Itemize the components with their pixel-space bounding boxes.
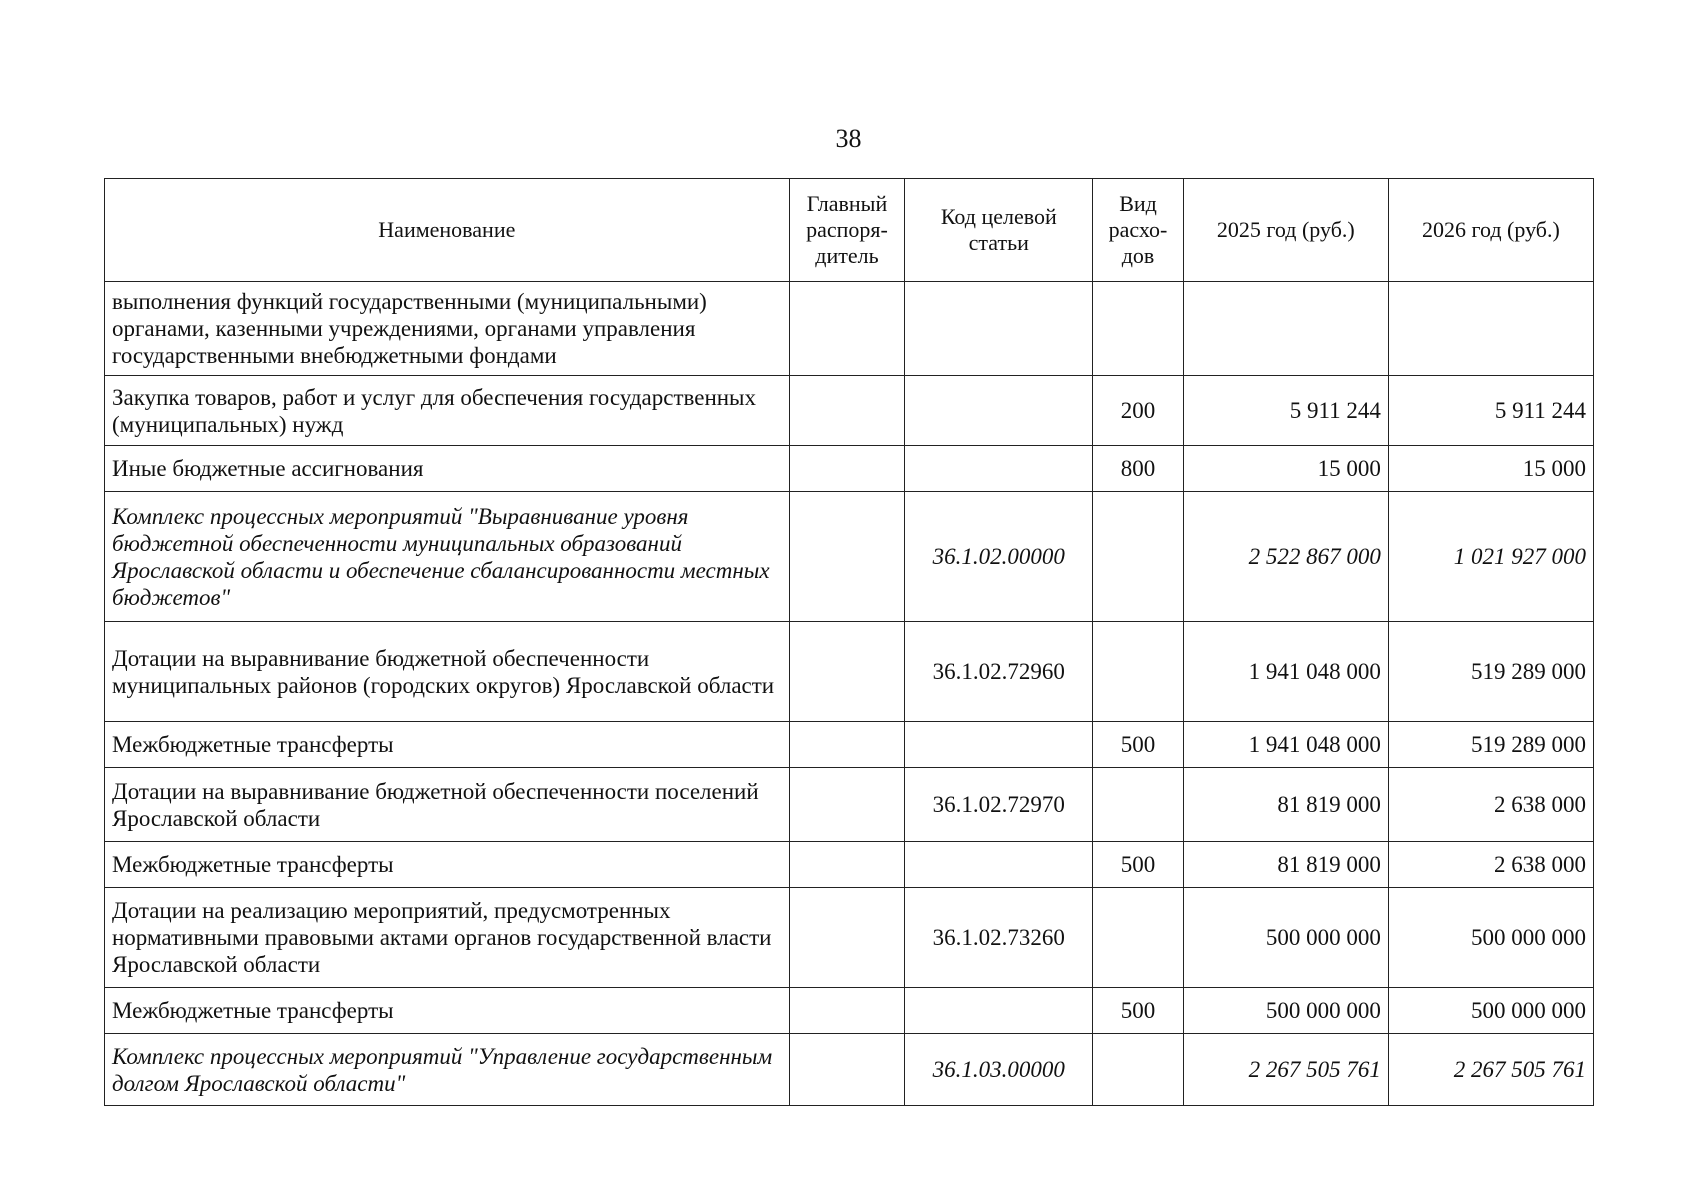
row-2025: 2 522 867 000 — [1183, 492, 1388, 622]
table-row — [105, 376, 1594, 446]
row-vr: 500 — [1093, 722, 1183, 768]
row-2026: 2 638 000 — [1388, 842, 1593, 888]
row-vr — [1093, 282, 1183, 376]
row-2026: 15 000 — [1388, 446, 1593, 492]
row-name: Межбюджетные трансферты — [105, 842, 790, 888]
row-code — [905, 376, 1093, 446]
row-name: Дотации на выравнивание бюджетной обеспеченности поселений Ярославской области — [105, 768, 790, 842]
header-2025: 2025 год (руб.) — [1183, 179, 1388, 282]
row-code — [905, 446, 1093, 492]
row-vr: 500 — [1093, 988, 1183, 1034]
header-vr: Вид расхо-дов — [1093, 179, 1183, 282]
row-grbs — [789, 622, 905, 722]
table-row — [105, 888, 1594, 988]
row-name: Комплекс процессных мероприятий "Управление государственным долгом Ярославской области" — [105, 1034, 790, 1106]
header-2026: 2026 год (руб.) — [1388, 179, 1593, 282]
row-2026: 2 267 505 761 — [1388, 1034, 1593, 1106]
row-2025 — [1183, 282, 1388, 376]
row-grbs — [789, 282, 905, 376]
table-row — [105, 1034, 1594, 1106]
row-vr: 200 — [1093, 376, 1183, 446]
row-vr — [1093, 768, 1183, 842]
row-grbs — [789, 1034, 905, 1106]
row-2026: 1 021 927 000 — [1388, 492, 1593, 622]
row-2026: 519 289 000 — [1388, 622, 1593, 722]
row-vr — [1093, 888, 1183, 988]
row-2026: 5 911 244 — [1388, 376, 1593, 446]
row-vr — [1093, 492, 1183, 622]
row-grbs — [789, 446, 905, 492]
row-2025: 81 819 000 — [1183, 842, 1388, 888]
row-name: Закупка товаров, работ и услуг для обеспечения государственных (муниципальных) нужд — [105, 376, 790, 446]
row-2026: 500 000 000 — [1388, 988, 1593, 1034]
row-grbs — [789, 988, 905, 1034]
row-vr: 500 — [1093, 842, 1183, 888]
page-number: 38 — [835, 124, 862, 153]
header-grbs: Главный распоря-дитель — [789, 179, 905, 282]
row-grbs — [789, 888, 905, 988]
row-2026: 519 289 000 — [1388, 722, 1593, 768]
row-code — [905, 722, 1093, 768]
row-2026 — [1388, 282, 1593, 376]
row-code: 36.1.02.73260 — [905, 888, 1093, 988]
row-grbs — [789, 492, 905, 622]
header-code: Код целевой статьи — [905, 179, 1093, 282]
table-row — [105, 622, 1594, 722]
row-vr — [1093, 622, 1183, 722]
table-row — [105, 492, 1594, 622]
row-grbs — [789, 722, 905, 768]
row-2026: 500 000 000 — [1388, 888, 1593, 988]
row-name: Межбюджетные трансферты — [105, 988, 790, 1034]
budget-table — [104, 178, 1594, 1106]
row-name: Дотации на выравнивание бюджетной обеспеченности муниципальных районов (городских округов) Ярославской области — [105, 622, 790, 722]
row-name: Иные бюджетные ассигнования — [105, 446, 790, 492]
row-2025: 1 941 048 000 — [1183, 722, 1388, 768]
table-row — [105, 722, 1594, 768]
row-name: Межбюджетные трансферты — [105, 722, 790, 768]
row-code — [905, 282, 1093, 376]
row-code: 36.1.02.72960 — [905, 622, 1093, 722]
table-row — [105, 768, 1594, 842]
row-2025: 2 267 505 761 — [1183, 1034, 1388, 1106]
table-row — [105, 842, 1594, 888]
row-code: 36.1.03.00000 — [905, 1034, 1093, 1106]
row-vr: 800 — [1093, 446, 1183, 492]
row-2025: 500 000 000 — [1183, 888, 1388, 988]
row-name: Комплекс процессных мероприятий "Выравнивание уровня бюджетной обеспеченности муниципальных образований Ярославской области и обеспечение сбалансированности местных бюджетов" — [105, 492, 790, 622]
row-code: 36.1.02.72970 — [905, 768, 1093, 842]
row-2025: 81 819 000 — [1183, 768, 1388, 842]
row-2025: 1 941 048 000 — [1183, 622, 1388, 722]
table-row — [105, 446, 1594, 492]
row-vr — [1093, 1034, 1183, 1106]
row-code — [905, 842, 1093, 888]
row-code: 36.1.02.00000 — [905, 492, 1093, 622]
row-name: выполнения функций государственными (муниципальными) органами, казенными учреждениями, органами управления государственными внебюджетными фондами — [105, 282, 790, 376]
row-2025: 500 000 000 — [1183, 988, 1388, 1034]
row-grbs — [789, 768, 905, 842]
row-2025: 5 911 244 — [1183, 376, 1388, 446]
row-name: Дотации на реализацию мероприятий, предусмотренных нормативными правовыми актами органов государственной власти Ярославской области — [105, 888, 790, 988]
header-name: Наименование — [105, 179, 790, 282]
table-row — [105, 988, 1594, 1034]
table-row — [105, 282, 1594, 376]
row-grbs — [789, 842, 905, 888]
row-code — [905, 988, 1093, 1034]
row-grbs — [789, 376, 905, 446]
row-2025: 15 000 — [1183, 446, 1388, 492]
row-2026: 2 638 000 — [1388, 768, 1593, 842]
table-header-row — [105, 179, 1594, 282]
